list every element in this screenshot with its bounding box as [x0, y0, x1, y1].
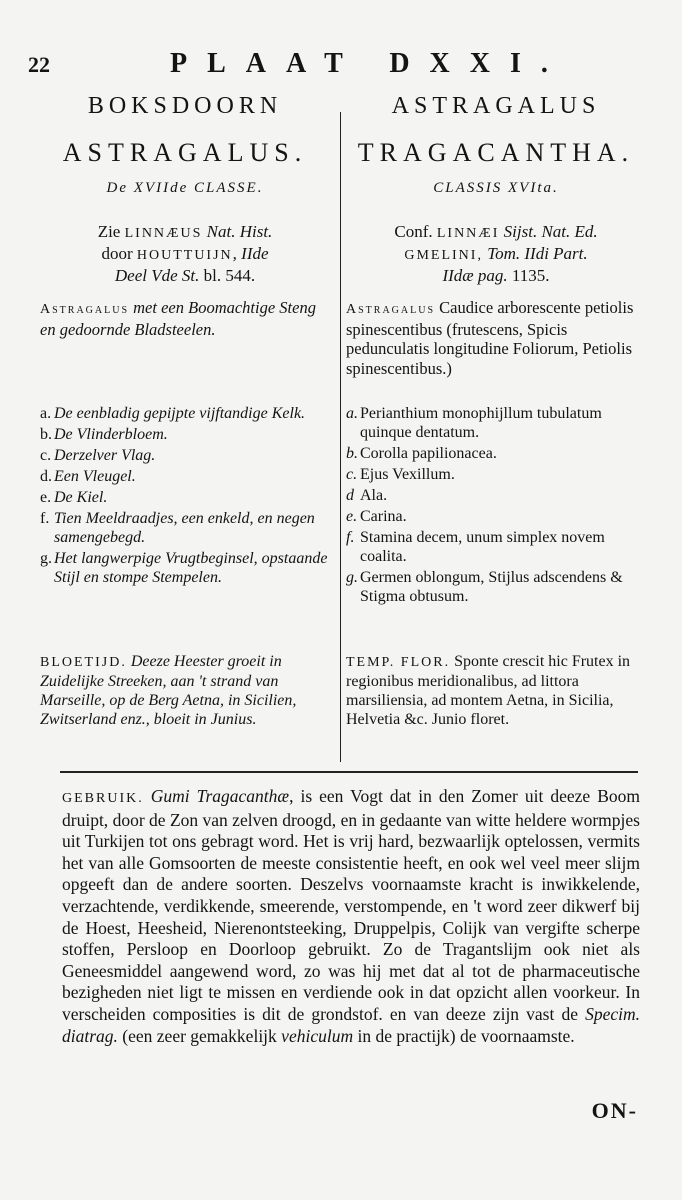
- ref-conf: Conf.: [394, 222, 433, 241]
- list-item: g. Het langwerpige Vrugtbeginsel, opstaande Stijl en stompe Stempelen.: [40, 550, 328, 586]
- list-item: d. Een Vleugel.: [40, 468, 136, 485]
- ref-linnaei: LINNÆI: [436, 226, 500, 241]
- plate-title: PLAAT DXXI.: [170, 48, 568, 79]
- ref-page: bl. 544.: [203, 266, 256, 285]
- list-item: g. Germen oblongum, Stijlus adscendens & Stigma obtusum.: [346, 569, 623, 605]
- left-title-2: ASTRAGALUS.: [62, 138, 308, 167]
- list-item: b. De Vlinderbloem.: [40, 426, 168, 443]
- desc-text: Caudice arborescente petiolis spinescentibus (frutescens, Spicis pedunculatis longitudine Foliorum, Petiolis spinescentibus.): [346, 298, 634, 378]
- gebruik-text-1: , is een Vogt dat in den Zomer uit deeze Boom druipt, door de Zon van zelven droogd, en in gedaante van witte heldere wormpjes uit Turkijen tot ons gebragt word. Het is vrij hard, bezwaarlijk optelossen, vermits het van alle Gomsoorten de meeste consistentie heeft, en ook wel veel meer slijm opgeeft dan de andere soorten. Deszelvs voornaamste kracht is inwikkelende, verzachtende, verdikkende, smeerende, verstompende, en 't word zeer dikwerf bij de Hoest, Heesheid, Nierenontsteeking, Druppelpis, Colijk van vergifte scherpe stoffen, Persloop en Doorloop gebruikt. Zo de Tragantslijm ook niet als Geneesmiddel aangewend word, zo was hij met dat al tot de pharmaceutische bezigheden niet ligt te missen en verdiende ook in dat opzicht allen voorkeur. In verscheiden composities is dit de grondstof. en van deeze zijn vast de: [62, 786, 641, 1024]
- temp-lead: TEMP. FLOR.: [346, 655, 451, 670]
- gebruik-lead: GEBRUIK.: [62, 791, 144, 806]
- right-temp-flor: [346, 652, 646, 729]
- list-item: f. Tien Meeldraadjes, een enkeld, en negen samengebegd.: [40, 510, 315, 546]
- ref-houttuijn: HOUTTUIJN: [136, 248, 233, 263]
- left-items: [40, 404, 330, 589]
- desc-lead: Astragalus: [346, 302, 436, 317]
- ref-idae: IIdæ pag.: [442, 266, 508, 285]
- ref-sijst: Sijst. Nat. Ed.: [503, 222, 598, 241]
- page-number: 22: [28, 52, 50, 77]
- gebruik-paragraph: [62, 786, 640, 1047]
- ref-nat-hist: Nat. Hist.: [206, 222, 273, 241]
- list-item: d Ala.: [346, 487, 388, 504]
- ref-tom: Tom. IIdi Part.: [487, 244, 588, 263]
- right-title-2: TRAGACANTHA.: [357, 138, 635, 167]
- list-item: f. Stamina decem, unum simplex novem coalita.: [346, 529, 605, 565]
- right-items: [346, 404, 646, 608]
- catchword: ON-: [591, 1098, 638, 1123]
- left-bloeitijd: [40, 652, 330, 729]
- right-description: [346, 298, 646, 378]
- list-item: e. De Kiel.: [40, 489, 108, 506]
- right-reference: [346, 222, 646, 286]
- gebruik-italic-1: Gumi Tragacanthæ: [150, 786, 290, 806]
- desc-text: met een Boomachtige Steng en gedoornde Bladsteelen.: [40, 298, 316, 339]
- list-item: c. Derzelver Vlag.: [40, 447, 156, 464]
- temp-text: Sponte crescit hic Frutex in regionibus meridionalibus, ad littora marsiliensia, ad montem Aetna, in Sicilia, Helvetia &c. Junio floret.: [346, 653, 631, 728]
- gebruik-italic-3: vehiculum: [281, 1025, 354, 1046]
- left-class: [40, 180, 330, 197]
- ref-linnaeus: LINNÆUS: [124, 226, 203, 241]
- left-title-1: BOKSDOORN: [87, 93, 283, 119]
- right-class: CLASSIS XVIta.: [433, 180, 559, 196]
- gebruik-text-2: (een zeer gemakkelijk: [122, 1025, 277, 1046]
- list-item: c. Ejus Vexillum.: [346, 466, 455, 483]
- left-class-word: CLASSE.: [194, 180, 264, 196]
- left-class-num: XVIIde: [133, 180, 189, 196]
- ref-part: , IIde: [232, 244, 269, 263]
- right-title-1: ASTRAGALUS: [391, 93, 601, 119]
- ref-lead: Zie: [97, 222, 121, 241]
- left-reference: [40, 222, 330, 286]
- gebruik-text-3: in de practijk) de voornaamste.: [357, 1025, 575, 1046]
- desc-lead: Astragalus: [40, 302, 130, 317]
- list-item: e. Carina.: [346, 508, 407, 525]
- ref-gmelini: GMELINI,: [404, 248, 483, 263]
- list-item: a. Perianthium monophijllum tubulatum quinque dentatum.: [346, 405, 602, 441]
- bloeitijd-text: Deeze Heester groeit in Zuidelijke Streeken, aan 't strand van Marseille, op de Berg Aetna, in Sicilien, Zwitserland enz., bloeit in Junius.: [40, 653, 297, 728]
- list-item: a. De eenbladig gepijpte vijftandige Kelk.: [40, 405, 306, 422]
- ref-deel: Deel Vde St.: [114, 266, 200, 285]
- ref-page: 1135.: [511, 266, 550, 285]
- left-description: [40, 298, 330, 339]
- ref-door: door: [101, 244, 133, 263]
- gebruik-italic-2: Specim. diatrag.: [62, 1003, 641, 1046]
- bloeitijd-lead: BLOETIJD.: [40, 655, 127, 670]
- section-rule: [60, 771, 638, 773]
- left-class-prefix: De: [106, 180, 129, 196]
- column-divider: [340, 112, 341, 762]
- list-item: b. Corolla papilionacea.: [346, 445, 497, 462]
